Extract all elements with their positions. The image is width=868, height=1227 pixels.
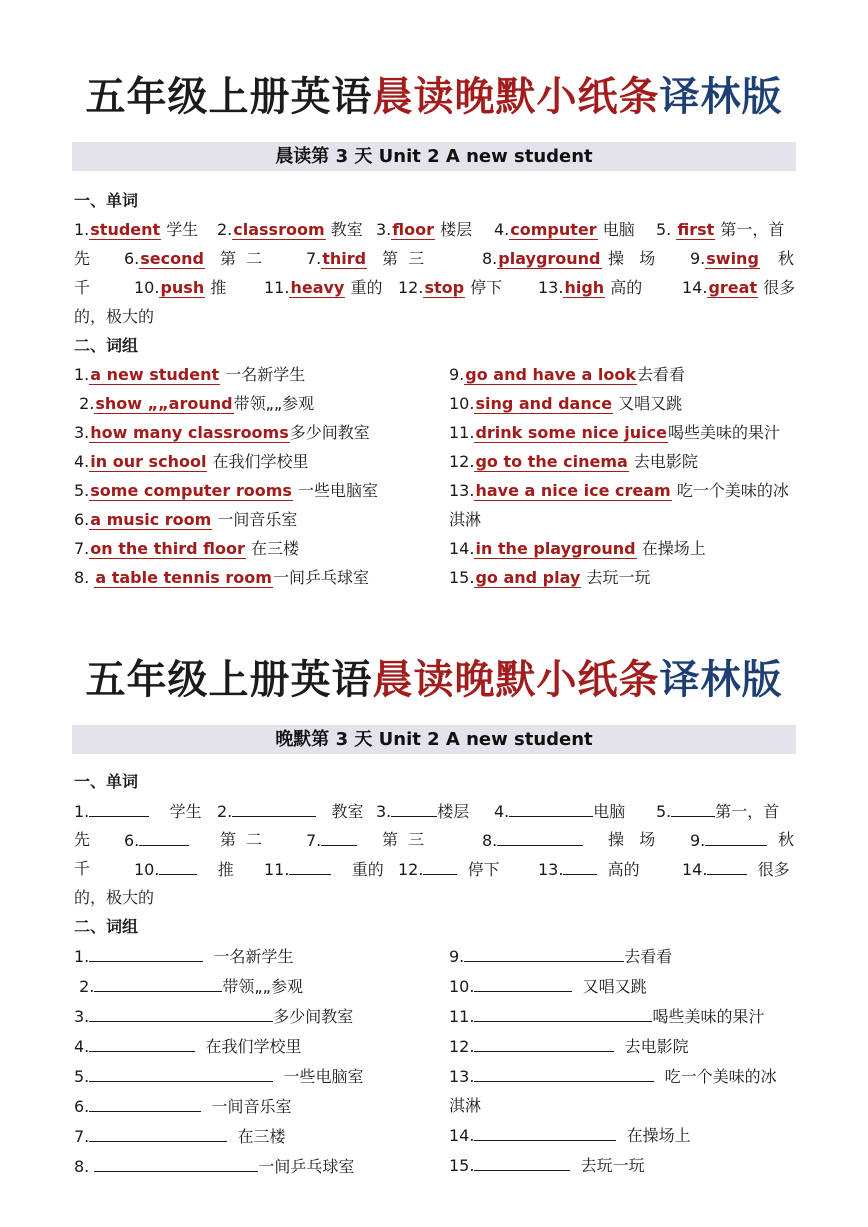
answer-word: third [322,249,367,268]
word-line: 1. 学生 2. 教室 3. 楼层 4. 电脑 5. 第一，首 [74,796,796,825]
word-line: 1.student 学生 2.classroom 教室 3.floor 楼层 4.computer 电脑 5. first 第一，首 [74,220,785,239]
answer-word: floor [392,220,434,239]
answer-word: first [677,220,715,239]
answer-word: playground [498,249,601,268]
list-item: 1.a new student 一名新学生 [74,365,306,384]
list-item: 3. 多少间教室 [74,1001,363,1031]
list-item: 6.a music room 一间音乐室 [74,510,298,529]
answer-word: push [160,278,205,297]
answer-word: heavy [290,278,345,297]
list-item: 11. 喝些美味的果汁 [449,1001,777,1031]
morning-sheet [0,62,868,587]
list-item: 5.some computer rooms 一些电脑室 [74,481,379,500]
list-item: 4. 在我们学校里 [74,1031,363,1061]
word-line: 先 6.second 第 二 7.third 第 三 8.playground 操 场 9.swing 秋 [74,249,795,268]
answer-word: student [90,220,161,239]
answer-word: swing [706,249,759,268]
list-item: 4.in our school 在我们学校里 [74,452,309,471]
list-item: 10.sing and dance 又唱又跳 [449,394,683,413]
word-line: 的，极大的 [74,888,155,907]
list-item: 15.go and play 去玩一玩 [449,568,651,587]
phrase-list-left [74,941,363,1181]
list-item: 2. 带领„„参观 [74,971,363,1001]
answer-word: high [564,278,605,297]
list-item: 3.how many classrooms多少间教室 [74,423,370,442]
phrases-heading: 二、词组 [74,336,139,355]
list-item: 15. 去玩一玩 [449,1150,777,1180]
evening-sheet [0,645,868,1176]
phrase-list-right [449,360,789,592]
list-item: 9. 去看看 [449,941,777,971]
list-item: 8. 一间乒乓球室 [74,1151,363,1181]
word-line: 先 6. 第 二 7. 第 三 8. 操 场 9. 秋 [74,825,796,854]
list-item: 1. 一名新学生 [74,941,363,971]
words-heading: 一、单词 [74,772,139,791]
list-item: 12.go to the cinema 去电影院 [449,452,698,471]
answer-word: stop [424,278,465,297]
list-item: 11.drink some nice juice喝些美味的果汁 [449,423,780,442]
page-title: 五年级上册英语晨读晚默小纸条译林版 [85,74,783,120]
answer-word: computer [510,220,597,239]
list-item: 10. 又唱又跳 [449,971,777,1001]
list-item: 淇淋 [449,510,482,529]
word-line: 的，极大的 [74,307,155,326]
section-header: 晚默第 3 天 Unit 2 A new student [72,725,796,754]
page-title: 五年级上册英语晨读晚默小纸条译林版 [85,657,783,703]
list-item: 5. 一些电脑室 [74,1061,363,1091]
answer-word: great [708,278,758,297]
list-item: 14.in the playground 在操场上 [449,539,706,558]
list-item: 2.show „„around带领„„参观 [79,394,315,413]
list-item: 7. 在三楼 [74,1121,363,1151]
answer-word: classroom [233,220,325,239]
word-line: 千 10. 推 11. 重的 12. 停下 13. 高的 14. 很多 [74,854,796,883]
phrase-list-right [449,941,777,1180]
section-header: 晨读第 3 天 Unit 2 A new student [72,142,796,171]
phrases-heading: 二、词组 [74,917,139,936]
list-item: 9.go and have a look去看看 [449,365,686,384]
list-item: 12. 去电影院 [449,1031,777,1061]
list-item: 淇淋 [449,1096,482,1115]
words-heading: 一、单词 [74,191,139,210]
phrase-list-left [74,360,378,592]
list-item: 6. 一间音乐室 [74,1091,363,1121]
list-item: 13.have a nice ice cream 吃一个美味的冰 [449,481,789,500]
word-line: 千 10.push 推 11.heavy 重的 12.stop 停下 13.high 高的 14.great 很多 [74,278,796,297]
list-item: 14. 在操场上 [449,1120,777,1150]
answer-word: second [140,249,204,268]
list-item: 13. 吃一个美味的冰 [449,1061,777,1091]
list-item: 7.on the third floor 在三楼 [74,539,299,558]
list-item: 8. a table tennis room一间乒乓球室 [74,568,369,587]
